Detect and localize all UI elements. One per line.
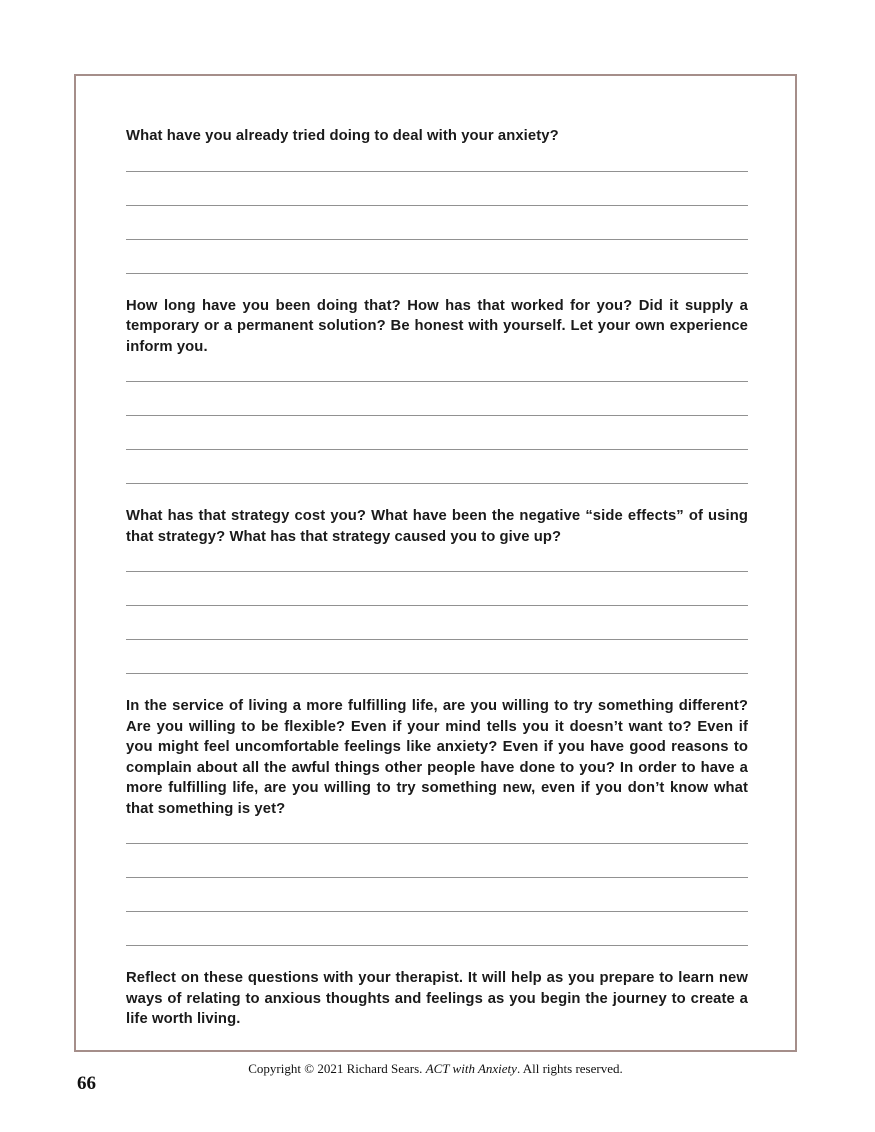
worksheet-border-box <box>74 74 797 1052</box>
answer-line <box>126 844 748 878</box>
copyright-suffix: . All rights reserved. <box>516 1061 623 1076</box>
answer-line <box>126 640 748 674</box>
answer-line <box>126 450 748 484</box>
page-number: 66 <box>77 1073 96 1094</box>
question-section-3 <box>126 506 748 674</box>
answer-lines-4 <box>126 819 748 946</box>
answer-line <box>126 382 748 416</box>
answer-line <box>126 357 748 382</box>
book-title: ACT with Anxiety <box>425 1061 517 1076</box>
answer-line <box>126 147 748 172</box>
copyright-footer <box>74 1061 797 1077</box>
question-text-1: What have you already tried doing to deal with your anxiety? <box>126 128 559 144</box>
answer-line <box>126 606 748 640</box>
answer-lines-3 <box>126 547 748 674</box>
answer-line <box>126 240 748 274</box>
answer-line <box>126 206 748 240</box>
closing-text: Reflect on these questions with your therapist. It will help as you prepare to learn new ways of relating to anxious thoughts and feelings as you begin the journey to create a life worth living. <box>126 970 748 1027</box>
question-section-2 <box>126 296 748 485</box>
answer-line <box>126 572 748 606</box>
question-text-2: How long have you been doing that? How has that worked for you? Did it supply a temporary or a permanent solution? Be honest with yourself. Let your own experience inform you. <box>126 297 748 355</box>
question-section-4 <box>126 696 748 946</box>
answer-lines-2 <box>126 357 748 484</box>
answer-line <box>126 416 748 450</box>
answer-line <box>126 819 748 844</box>
answer-line <box>126 912 748 946</box>
copyright-prefix: Copyright © 2021 Richard Sears. <box>248 1061 426 1076</box>
question-text-4: In the service of living a more fulfilling life, are you willing to try something different? Are you willing to be flexible? Even if your mind tells you it doesn’t want to? Even if you might feel uncomfortable feelings like anxiety? Even if you have good reasons to complain about all the awful things other people have done to you? In order to have a more fulfilling life, are you willing to try something new, even if you don’t know what that something is yet? <box>126 698 748 817</box>
answer-line <box>126 547 748 572</box>
answer-line <box>126 172 748 206</box>
answer-line <box>126 878 748 912</box>
question-section-1 <box>126 126 748 274</box>
question-text-3: What has that strategy cost you? What have been the negative “side effects” of using that strategy? What has that strategy caused you to give up? <box>126 508 748 545</box>
answer-lines-1 <box>126 147 748 274</box>
